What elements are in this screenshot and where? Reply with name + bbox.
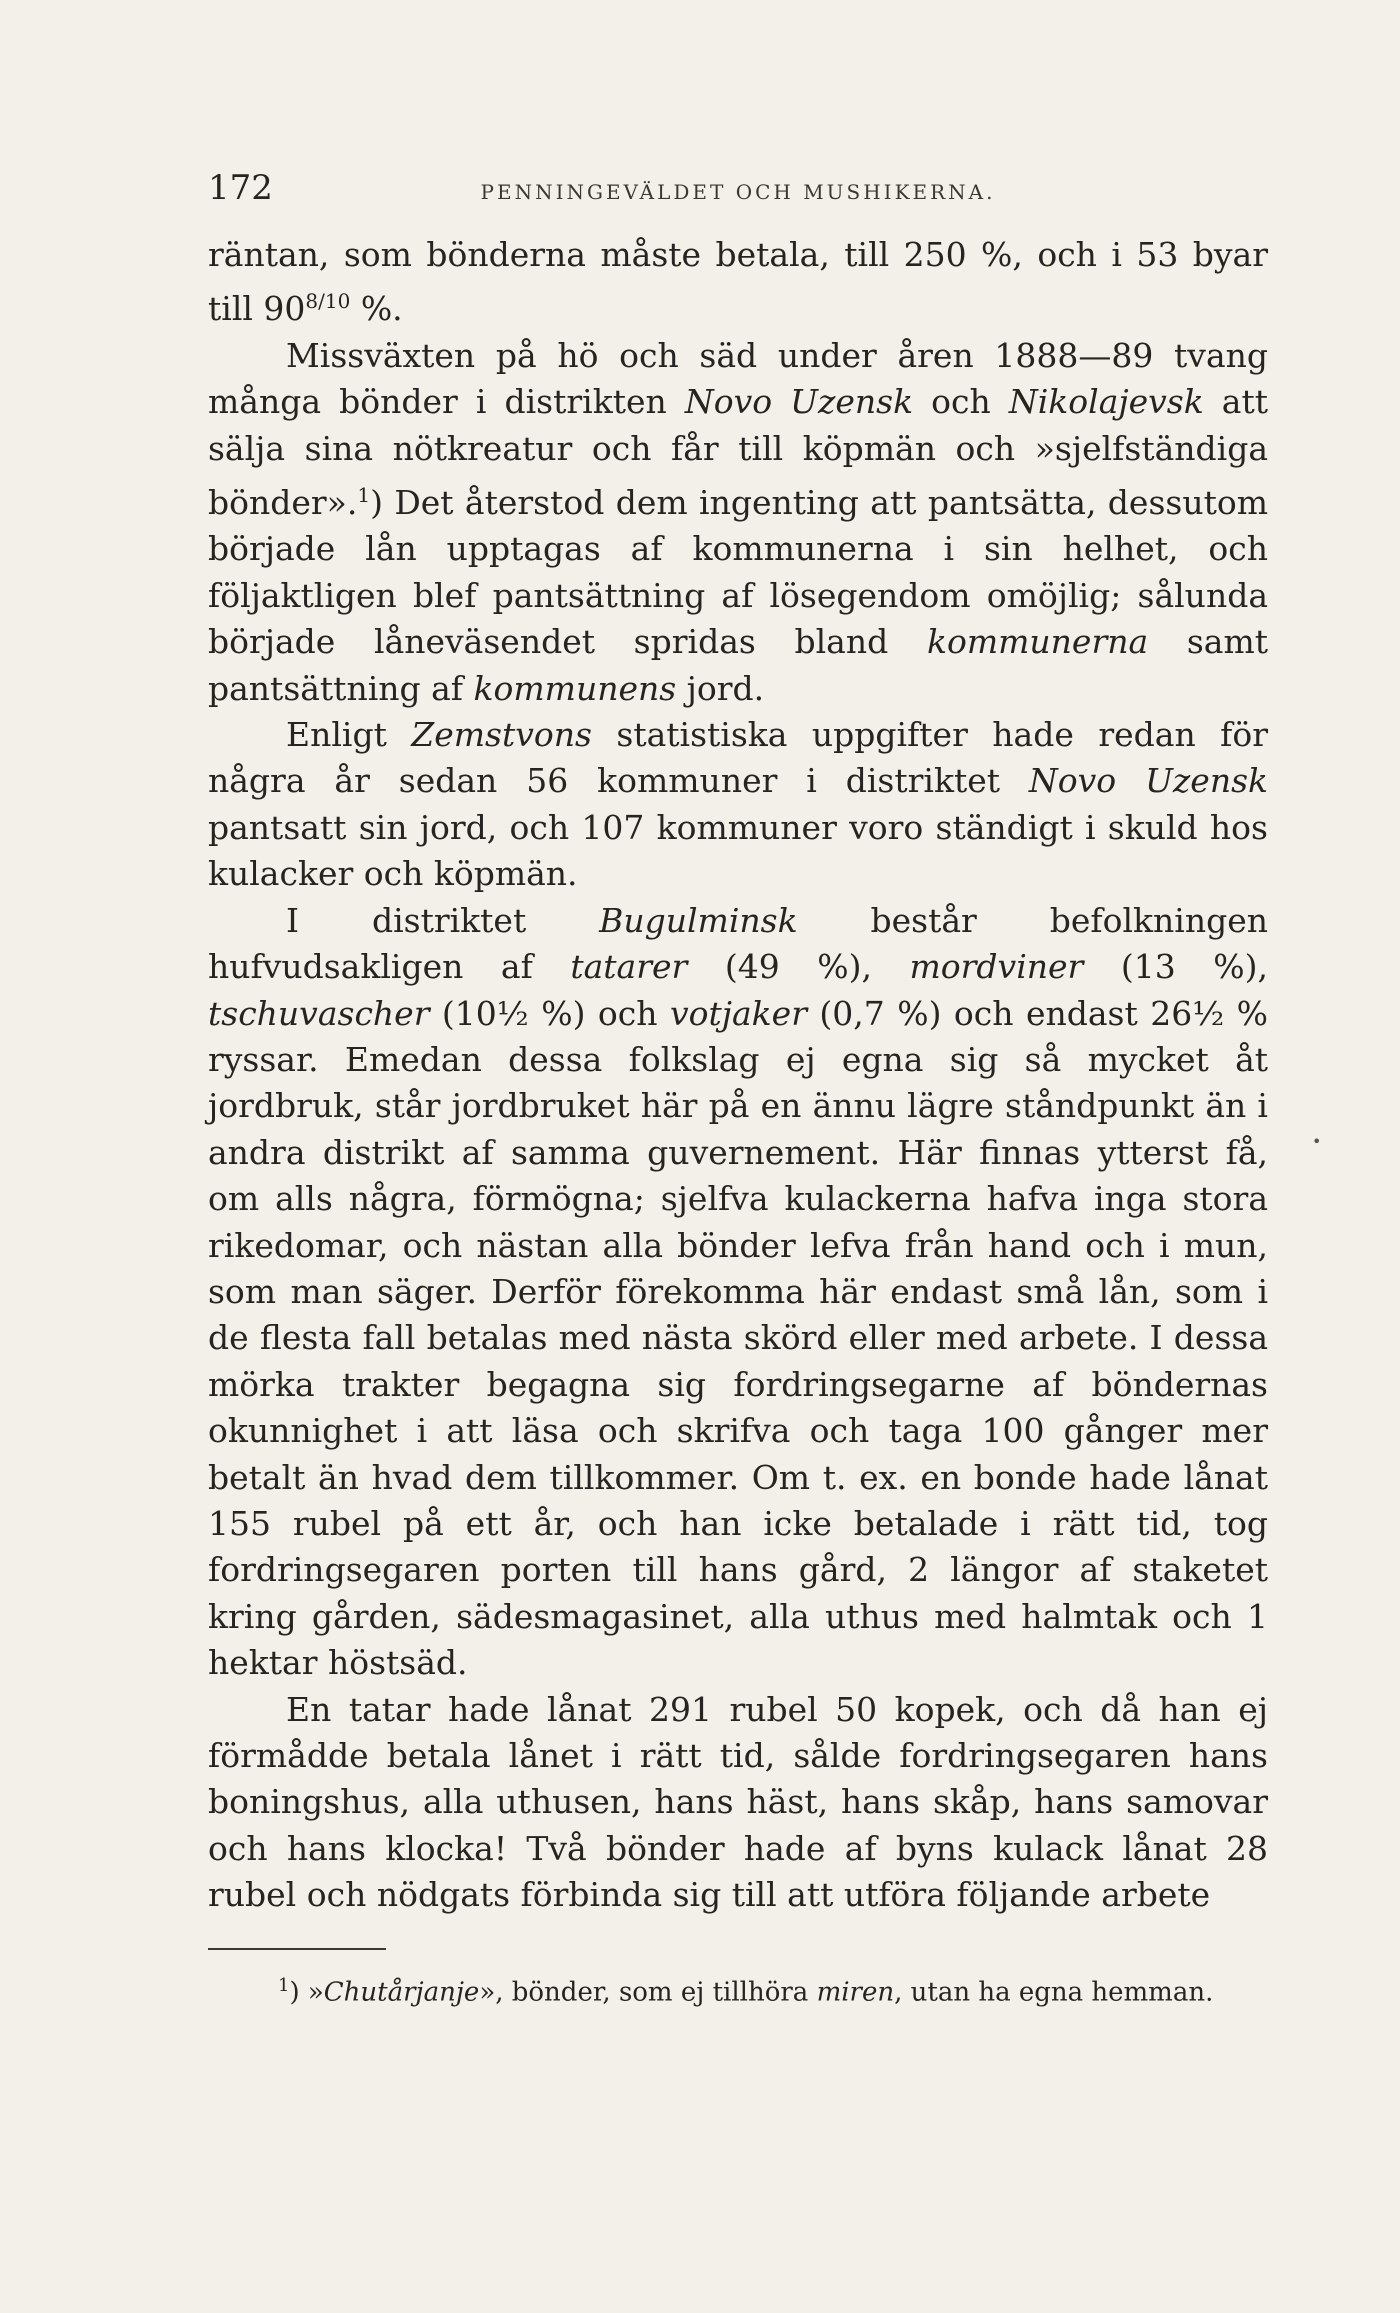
footnote <box>278 1968 1278 2011</box>
footnote-ref: 1 <box>357 483 371 508</box>
para4-h: tschuvascher <box>208 993 430 1033</box>
footnote-text2: , utan ha egna hemman. <box>894 1977 1214 2008</box>
para2-a: Missväxten på hö och säd under åren 1888—89 tvang många bönder i distrikten <box>208 335 1268 422</box>
page-number: 172 <box>208 168 273 208</box>
paragraph-1 <box>208 232 1268 333</box>
para2-b: Novo Uzensk <box>684 382 914 422</box>
page-header <box>208 168 1268 216</box>
para2-j: jord. <box>676 668 765 708</box>
para4-d: tatarer <box>570 947 688 987</box>
para2-i: kommunens <box>473 668 677 708</box>
para2-f: ) Det återstod dem ingenting att pantsätta, dessutom började lån upptagas af kommunerna i sin helhet, och följaktligen blef pantsättning af lösegendom omöjlig; sålunda började låneväsendet spridas bland <box>208 483 1268 662</box>
footnote-divider <box>208 1948 386 1950</box>
para4-i: (10½ %) och <box>429 993 670 1033</box>
margin-dot: • <box>1312 1132 1322 1151</box>
running-title: PENNINGEVÄLDET OCH MUSHIKERNA. <box>480 180 996 204</box>
body-text <box>208 232 1268 1919</box>
para4-c: består befolkningen hufvudsakligen af <box>208 900 1268 987</box>
para2-c: och <box>913 382 1009 422</box>
footnote-mark: 1 <box>278 1975 290 1996</box>
para1-fraction: 8/10 <box>305 289 351 314</box>
footnote-open-quote: » <box>299 1977 324 2008</box>
para2-g: kommunerna <box>926 622 1149 662</box>
para4-a: I distriktet <box>286 900 600 940</box>
para2-h: samt pantsättning af <box>208 622 1269 708</box>
para2-e: att sälja sina nötkreatur och får till köpmän och »sjelfständiga bönder». <box>208 382 1268 523</box>
footnote-close-quote: » <box>479 1977 496 2008</box>
para3-e: pantsatt sin jord, och 107 kommuner voro ständigt i skuld hos kulacker och köpmän. <box>208 807 1268 894</box>
para4-g: (13 %), <box>1083 947 1268 987</box>
footnote-text: , bönder, som ej tillhöra <box>495 1977 817 2008</box>
para2-d: Nikolajevsk <box>1008 382 1204 422</box>
paragraph-5: En tatar hade lånat 291 rubel 50 kopek, och då han ej förmådde betala lånet i rätt tid, sålde fordringsegaren hans boningshus, alla uthusen, hans häst, hans skåp, hans samovar och hans klocka! Två bönder hade af byns kulack lånat 28 rubel och nödgats förbinda sig till att utföra följande arbete <box>208 1689 1268 1915</box>
para4-k: (0,7 %) och endast 26½ % ryssar. Emedan dessa folkslag ej egna sig så mycket åt jordbruk, står jordbruket här på en ännu lägre ståndpunkt än i andra distrikt af samma guvernement. Här finnas ytterst få, om alls några, förmögna; sjelfva kulackerna hafva inga stora rikedomar, och nästan alla bönder lefva från hand och i mun, som man säger. Derför förekomma här endast små lån, som i de flesta fall betalas med nästa skörd eller med arbete. I dessa mörka trakter begagna sig fordringsegarne af böndernas okunnighet i att läsa och skrifva och taga 100 gånger mer betalt än hvad dem tillkommer. Om t. ex. en bonde hade lånat 155 rubel på ett år, och han icke betalade i rätt tid, tog fordringsegaren porten till hans gård, 2 längor af staketet kring gården, sädesmagasinet, alla uthus med halmtak och 1 hektar höstsäd. <box>208 993 1268 1683</box>
para4-f: mordviner <box>909 947 1084 987</box>
para3-d: Novo Uzensk <box>1028 761 1269 801</box>
paragraph-4 <box>208 898 1268 1687</box>
para1-tail: %. <box>350 289 403 329</box>
para4-b: Bugulminsk <box>599 900 798 940</box>
footnote-term: Chutårjanje <box>323 1977 480 2008</box>
paragraph-2 <box>208 333 1268 712</box>
para3-a: Enligt <box>286 715 412 755</box>
para4-j: votjaker <box>669 993 807 1033</box>
para3-c: statistiska uppgifter hade redan för några år sedan 56 kommuner i distriktet <box>208 715 1269 801</box>
footnote-term2: miren <box>816 1977 895 2008</box>
para1-text: räntan, som bönderna måste betala, till 250 %, och i 53 byar till 90 <box>208 235 1268 329</box>
para3-b: Zemstvons <box>411 715 592 755</box>
paragraph-3 <box>208 712 1268 898</box>
footnote-paren: ) <box>289 1977 300 2008</box>
para4-e: (49 %), <box>687 947 910 987</box>
